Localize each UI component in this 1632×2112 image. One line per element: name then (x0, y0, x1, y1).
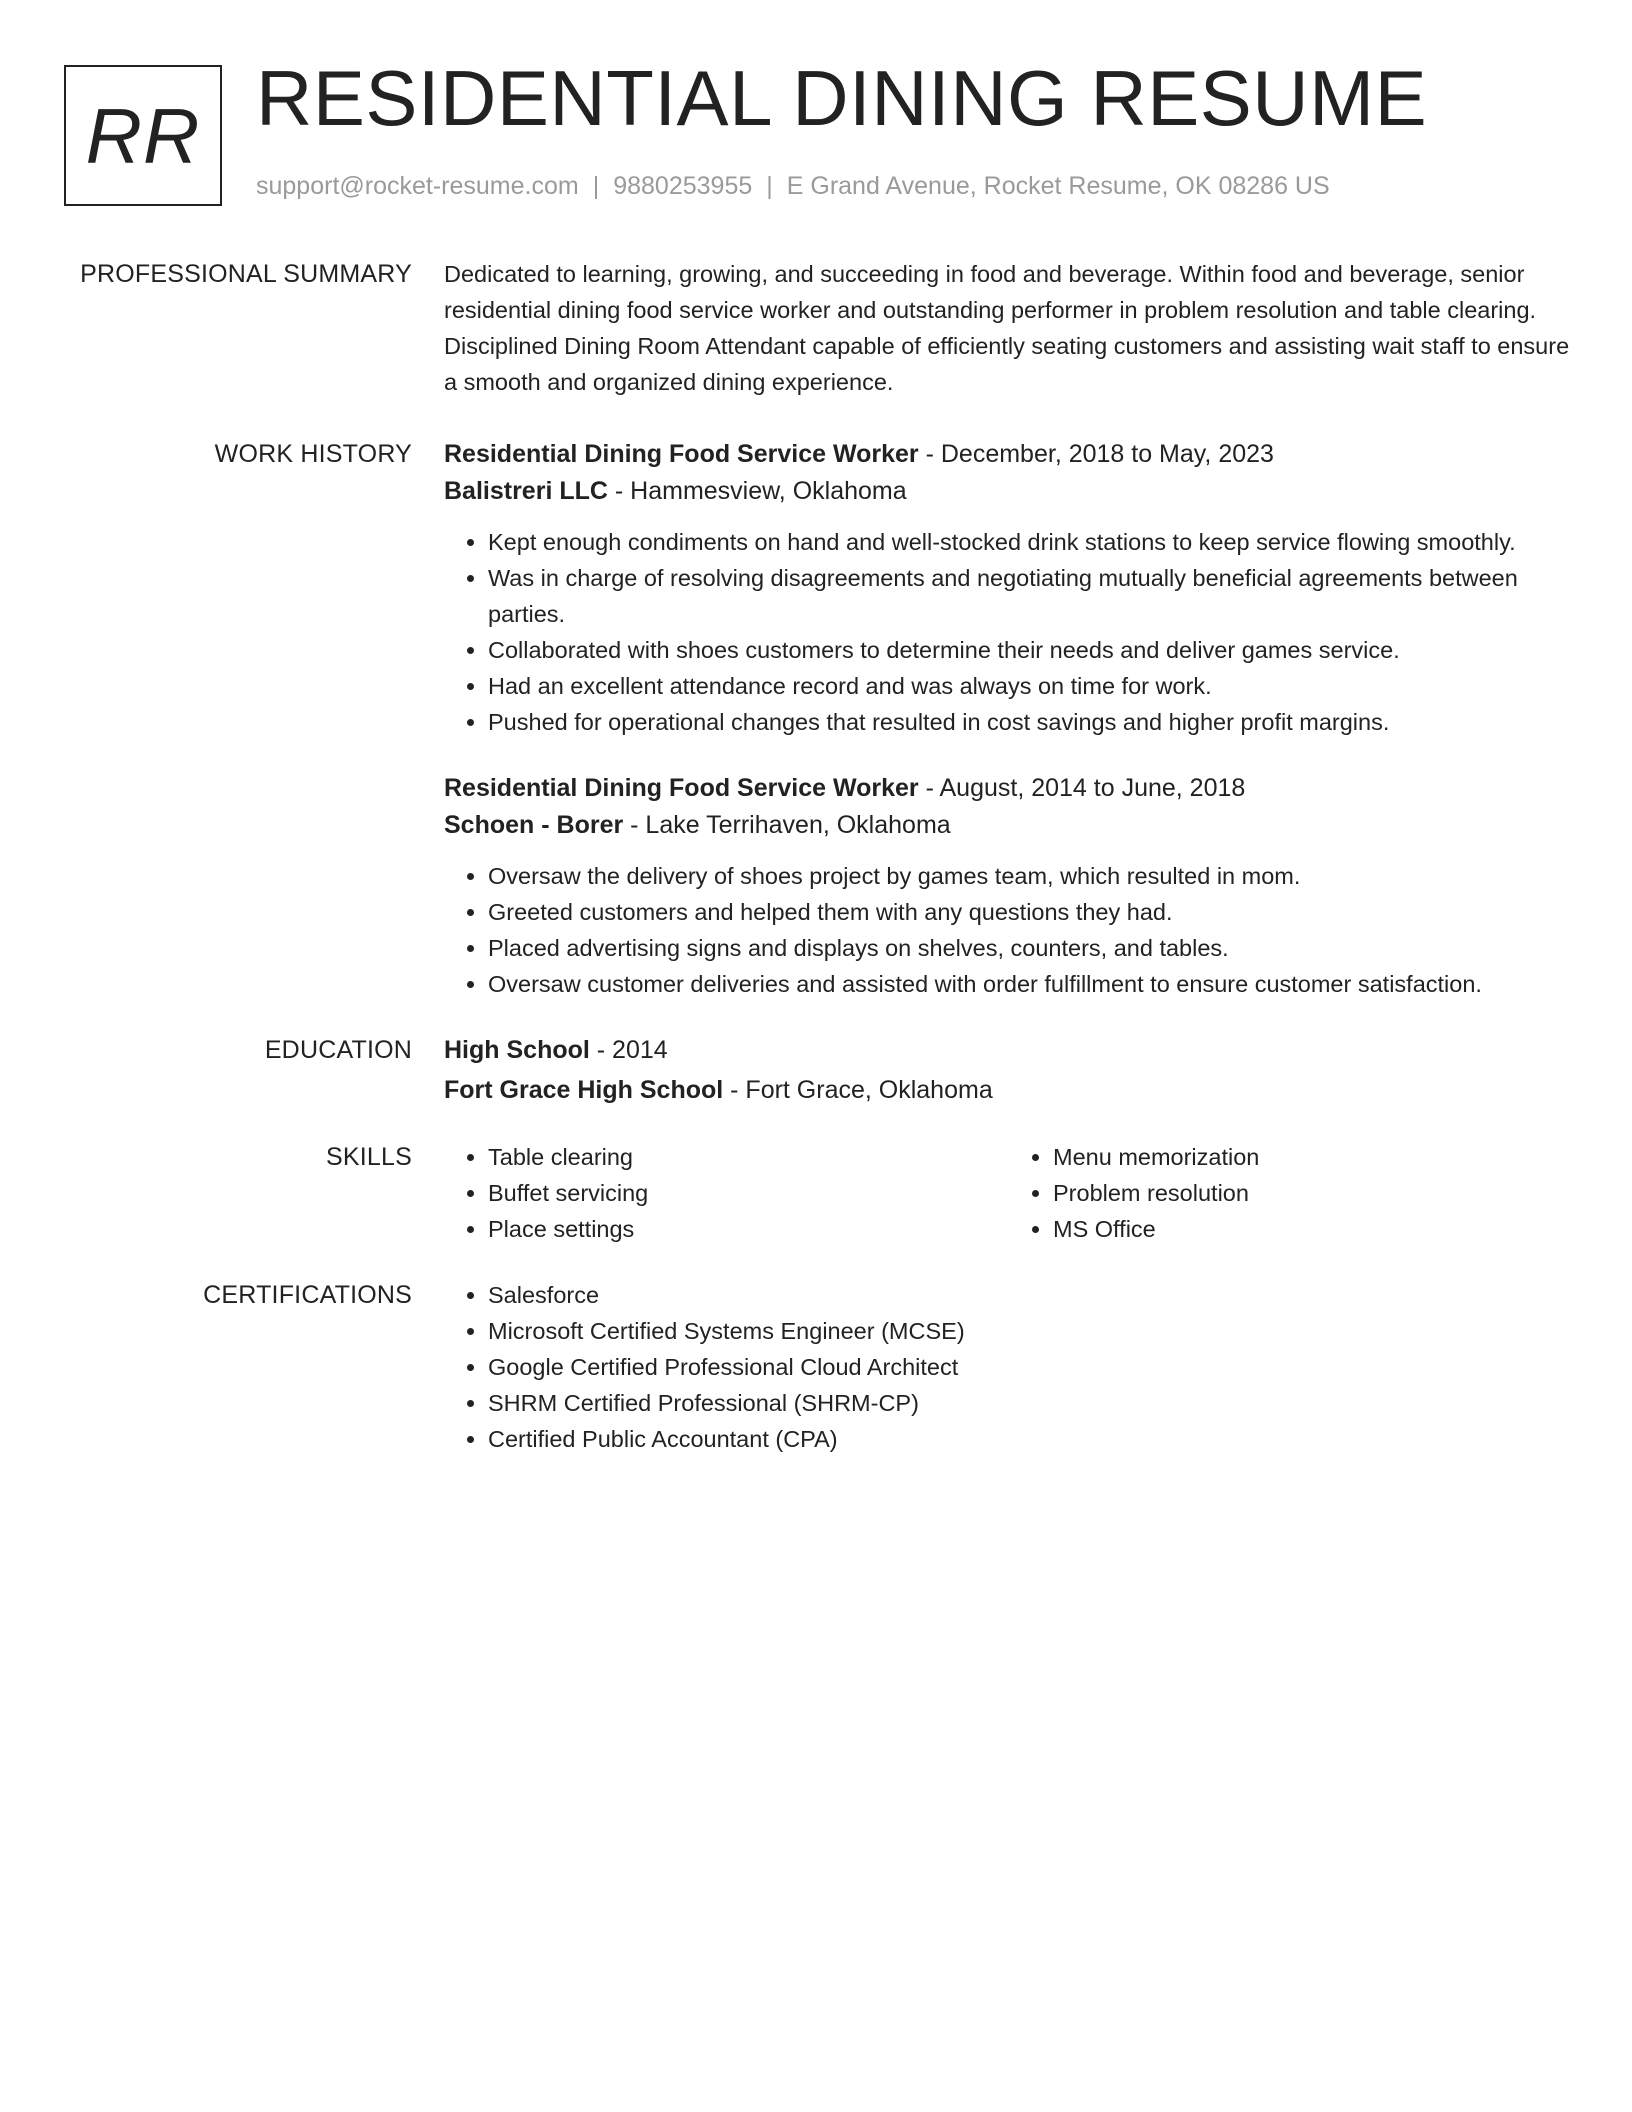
job-bullet: • Oversaw the delivery of shoes project by games team, which resulted in mom. (488, 858, 1574, 894)
job-company-line (444, 473, 1574, 510)
education-degree-line (444, 1032, 1574, 1069)
resume-sections (0, 256, 1632, 1457)
job-title: Residential Dining Food Service Worker (444, 774, 919, 802)
job-dates: - August, 2014 to June, 2018 (918, 774, 1246, 802)
certification-item: • Microsoft Certified Systems Engineer (MCSE) (488, 1313, 1574, 1349)
job-dates: - December, 2018 to May, 2023 (918, 440, 1274, 468)
summary-body (444, 256, 1574, 400)
job-title: Residential Dining Food Service Worker (444, 440, 919, 468)
job-bullet: • Collaborated with shoes customers to determine their needs and deliver games service. (488, 632, 1574, 668)
section-professional-summary (0, 256, 1632, 400)
job-company: Balistreri LLC (444, 477, 608, 505)
certification-item: • Google Certified Professional Cloud Architect (488, 1349, 1574, 1385)
certification-item: • Certified Public Accountant (CPA) (488, 1421, 1574, 1457)
skills-grid (444, 1139, 1574, 1247)
resume-title: RESIDENTIAL DINING RESUME (256, 54, 1428, 142)
section-label-summary: PROFESSIONAL SUMMARY (80, 260, 412, 288)
skills-column-right (1009, 1139, 1574, 1247)
contact-line (256, 172, 1330, 201)
job-bullet: • Had an excellent attendance record and was always on time for work. (488, 668, 1574, 704)
contact-email[interactable]: support@rocket-resume.com (256, 172, 579, 200)
contact-address: E Grand Avenue, Rocket Resume, OK 08286 US (786, 172, 1330, 200)
skill-item: • Place settings (488, 1211, 1009, 1247)
skills-column-left (444, 1139, 1009, 1247)
job-location: - Hammesview, Oklahoma (607, 477, 907, 505)
skill-item: • Buffet servicing (488, 1175, 1009, 1211)
job-title-line (444, 770, 1574, 807)
contact-separator: | (766, 172, 773, 200)
summary-text: Dedicated to learning, growing, and succeeding in food and beverage. Within food and beverage, senior residential dining food service worker and outstanding performer in problem resolution and table clearing. Disciplined Dining Room Attendant capable of efficiently seating customers and assisting wait staff to ensure a smooth and organized dining experience. (444, 261, 1570, 395)
section-certifications (0, 1277, 1632, 1457)
job-title-line (444, 436, 1574, 473)
section-work-history (0, 436, 1632, 1002)
job-location: - Lake Terrihaven, Oklahoma (623, 811, 951, 839)
skill-item: • Problem resolution (1053, 1175, 1574, 1211)
job-bullet: • Greeted customers and helped them with any questions they had. (488, 894, 1574, 930)
job-bullet: • Kept enough condiments on hand and well-stocked drink stations to keep service flowing smoothly. (488, 524, 1574, 560)
education-school: Fort Grace High School (444, 1076, 724, 1104)
skill-item: • Table clearing (488, 1139, 1009, 1175)
education-location: - Fort Grace, Oklahoma (723, 1076, 993, 1104)
work-history-body (444, 436, 1574, 1002)
monogram-box (64, 65, 222, 206)
section-label-skills: SKILLS (326, 1143, 412, 1171)
section-education (0, 1032, 1632, 1109)
job-company: Schoen - Borer (444, 811, 624, 839)
education-degree: High School (444, 1036, 590, 1064)
section-label-education: EDUCATION (264, 1036, 412, 1064)
skill-item: • Menu memorization (1053, 1139, 1574, 1175)
job-bullet: • Pushed for operational changes that resulted in cost savings and higher profit margins. (488, 704, 1574, 740)
education-school-line (444, 1072, 1574, 1109)
job-bullet: • Was in charge of resolving disagreements and negotiating mutually beneficial agreements between parties. (488, 560, 1574, 632)
section-label-work-history: WORK HISTORY (214, 440, 412, 468)
job-company-line (444, 807, 1574, 844)
certification-item: • Salesforce (488, 1277, 1574, 1313)
job-entry (444, 436, 1574, 740)
monogram-initials: RR (85, 91, 201, 180)
contact-separator: | (592, 172, 600, 200)
skill-item: • MS Office (1053, 1211, 1574, 1247)
section-skills (0, 1139, 1632, 1247)
section-label-certifications: CERTIFICATIONS (203, 1281, 412, 1309)
contact-phone[interactable]: 9880253955 (613, 172, 753, 200)
job-bullets (444, 858, 1574, 1002)
job-bullets (444, 524, 1574, 740)
job-bullet: • Placed advertising signs and displays on shelves, counters, and tables. (488, 930, 1574, 966)
certifications-body (444, 1277, 1574, 1457)
job-bullet: • Oversaw customer deliveries and assisted with order fulfillment to ensure customer satisfaction. (488, 966, 1574, 1002)
education-year: - 2014 (589, 1036, 668, 1064)
job-entry (444, 770, 1574, 1002)
education-body (444, 1032, 1574, 1109)
certifications-list (444, 1277, 1574, 1457)
certification-item: • SHRM Certified Professional (SHRM-CP) (488, 1385, 1574, 1421)
skills-body (444, 1139, 1574, 1247)
